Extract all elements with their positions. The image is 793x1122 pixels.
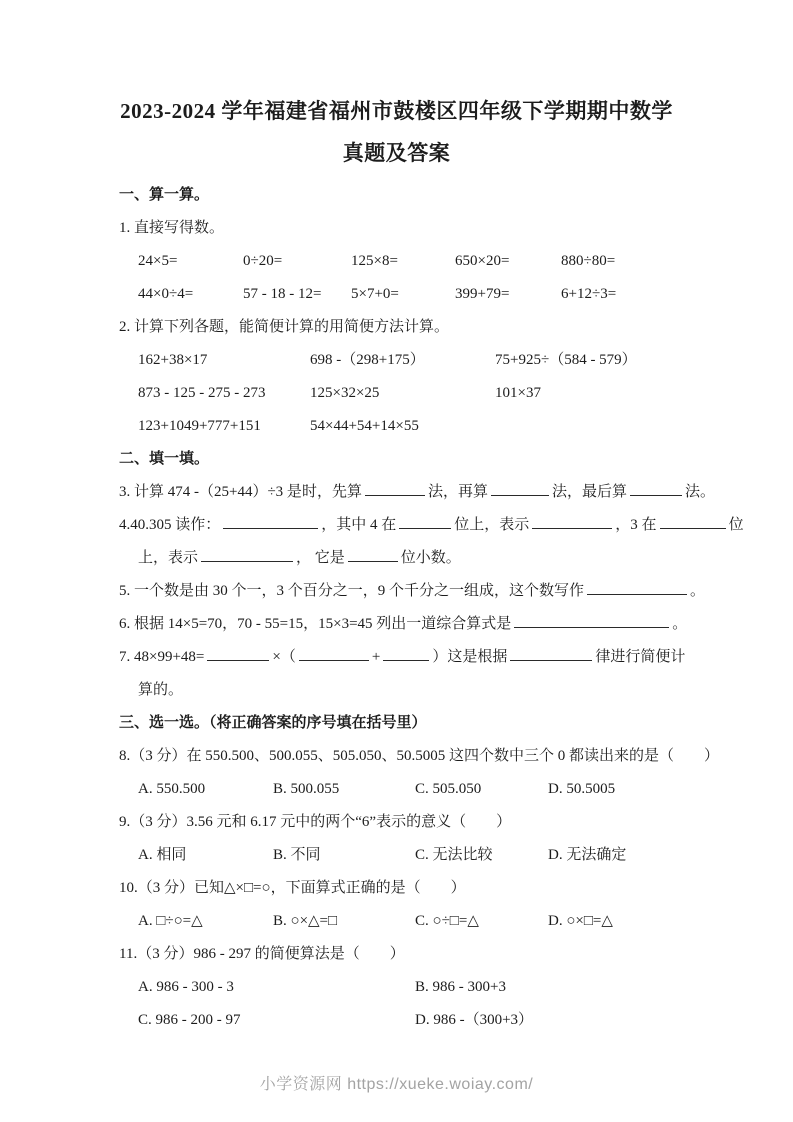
expression: 880÷80= [561,253,616,269]
question-6 [119,608,693,641]
question-9-options [119,839,693,872]
blank-line [348,547,398,562]
q2-expression-row-3 [119,410,693,443]
option-c: C. 无法比较 [415,847,493,863]
question-2-label: 2. 计算下列各题，能简便计算的用简便方法计算。 [119,319,450,335]
blank-line [532,514,612,529]
section-heading-2: 二、填一填。 [119,451,210,467]
question-5 [119,575,706,608]
expression: 650×20= [455,253,510,269]
option-d: D. 986 -（300+3） [415,1012,534,1028]
expression: 44×0÷4= [138,286,194,302]
q1-expression-row-1 [119,245,693,278]
option-a: A. 986 - 300 - 3 [138,979,234,995]
blank-line [587,580,687,595]
question-text: 。 [672,616,688,632]
question-text: 上，表示 [138,550,199,566]
blank-line [399,514,451,529]
blank-line [223,514,318,529]
question-text: 位上，表示 [454,517,530,533]
expression: 101×37 [495,385,541,401]
blank-line [491,481,549,496]
question-text: 。 [690,583,706,599]
option-b: B. 不同 [273,847,321,863]
title-block [0,96,793,168]
q2-expression-row-1 [119,344,693,377]
question-text: 7. 48×99+48= [119,649,205,665]
section-heading-3: 三、选一选。（将正确答案的序号填在括号里） [119,715,427,731]
question-11: 11.（3 分）986 - 297 的简便算法是（ ） [119,946,405,962]
question-text: 4.40.305 读作： [119,517,221,533]
blank-line [383,646,429,661]
expression: 0÷20= [243,253,283,269]
blank-line [201,547,293,562]
expression: 5×7+0= [351,286,399,302]
option-b: B. 500.055 [273,781,340,797]
expression: 6+12÷3= [561,286,617,302]
q2-expression-row-2 [119,377,693,410]
question-text: ×（ [272,649,296,665]
option-c: C. 505.050 [415,781,482,797]
option-d: D. 50.5005 [548,781,616,797]
question-text: ，3 在 [615,517,657,533]
question-text: ， 它是 [296,550,345,566]
question-7-line-1 [119,641,693,674]
blank-line [660,514,726,529]
option-d: D. 无法确定 [548,847,627,863]
question-11-options-row-2 [119,1004,693,1037]
blank-line [207,646,269,661]
expression: 57 - 18 - 12= [243,286,322,302]
question-7-line-2 [119,674,693,707]
option-a: A. □÷○=△ [138,913,203,929]
question-1-label: 1. 直接写得数。 [119,220,225,236]
question-text: 法，再算 [427,484,488,500]
expression: 54×44+54+14×55 [310,418,419,434]
expression: 698 -（298+175） [310,352,425,368]
question-11-options-row-1 [119,971,693,1004]
option-a: A. 550.500 [138,781,206,797]
page-title-line2: 真题及答案 [342,141,451,165]
question-text: ，其中 4 在 [321,517,397,533]
expression [495,410,693,443]
question-10: 10.（3 分）已知△×□=○，下面算式正确的是（ ） [119,880,466,896]
question-text: 位小数。 [400,550,461,566]
expression: 75+925÷（584 - 579） [495,352,637,368]
question-text: 位 [728,517,744,533]
question-text: 3. 计算 474 -（25+44）÷3 是时，先算 [119,484,362,500]
expression: 24×5= [138,253,178,269]
option-b: B. 986 - 300+3 [415,979,506,995]
question-text: 法。 [684,484,715,500]
blank-line [365,481,425,496]
section-heading-1: 一、算一算。 [119,187,210,203]
blank-line [514,613,669,628]
question-text: 算的。 [138,682,184,698]
question-text: 法，最后算 [551,484,627,500]
expression: 162+38×17 [138,352,208,368]
option-b: B. ○×△=□ [273,913,338,929]
expression: 125×32×25 [310,385,380,401]
page-title-line1: 2023-2024 学年福建省福州市鼓楼区四年级下学期期中数学 [120,99,673,123]
q1-expression-row-2 [119,278,693,311]
question-8: 8.（3 分）在 550.500、500.055、505.050、50.5005 这四个数中三个 0 都读出来的是（ ） [119,748,720,764]
option-c: C. 986 - 200 - 97 [138,1012,241,1028]
question-3 [119,476,715,509]
question-text: 6. 根据 14×5=70，70 - 55=15，15×3=45 列出一道综合算式是 [119,616,512,632]
expression: 399+79= [455,286,510,302]
option-d: D. ○×□=△ [548,913,613,929]
exam-body [0,179,793,1037]
expression: 125×8= [351,253,398,269]
question-text: 律进行简便计 [595,649,686,665]
question-text: 5. 一个数是由 30 个一，3 个百分之一，9 个千分之一组成，这个数写作 [119,583,585,599]
option-a: A. 相同 [138,847,187,863]
footer-credit: 小学资源网 https://xueke.woiay.com/ [259,1076,534,1093]
question-4-line-1 [119,509,744,542]
question-text: ）这是根据 [432,649,508,665]
question-4-line-2 [119,542,693,575]
blank-line [630,481,682,496]
question-10-options [119,905,693,938]
blank-line [299,646,369,661]
question-text: + [371,649,381,665]
question-8-options [119,773,693,806]
expression: 873 - 125 - 275 - 273 [138,385,266,401]
blank-line [510,646,592,661]
expression: 123+1049+777+151 [138,418,261,434]
option-c: C. ○÷□=△ [415,913,479,929]
question-9: 9.（3 分）3.56 元和 6.17 元中的两个“6”表示的意义（ ） [119,814,512,830]
